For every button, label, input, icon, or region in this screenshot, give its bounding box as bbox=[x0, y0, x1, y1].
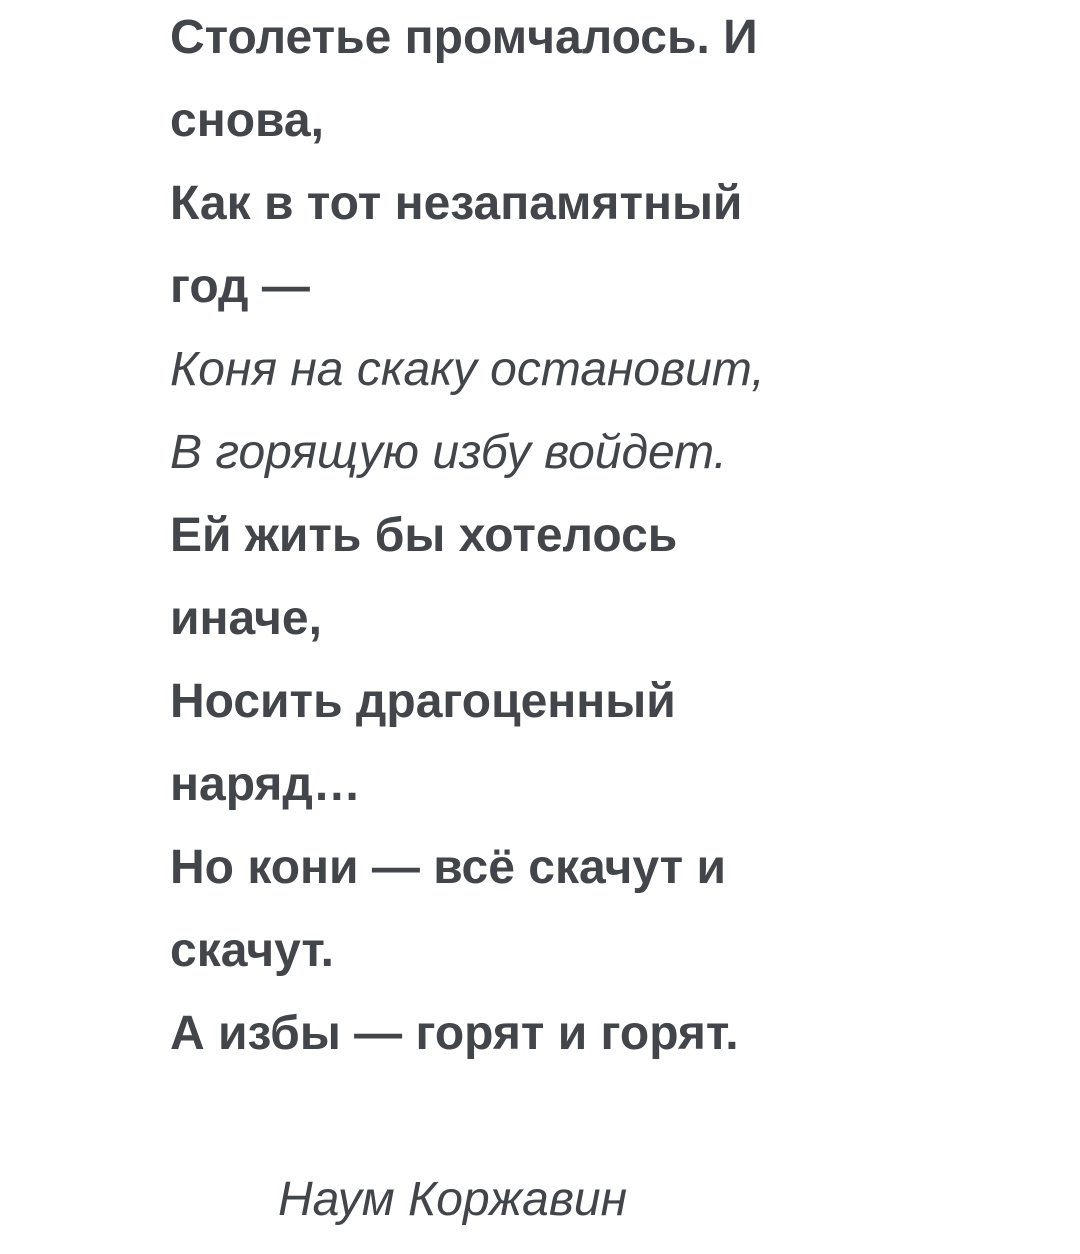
poem-line: Ей жить бы хотелось bbox=[170, 509, 678, 562]
poem-line: наряд… bbox=[170, 758, 361, 811]
poem-line: А избы — горят и горят. bbox=[170, 1007, 739, 1060]
poem-line: иначе, bbox=[170, 592, 322, 645]
poem-line: скачут. bbox=[170, 924, 334, 977]
poem-author-attribution: Наум Коржавин bbox=[278, 1173, 628, 1226]
poem-line: снова, bbox=[170, 94, 324, 147]
poem-line-quote: Коня на скаку остановит, bbox=[170, 343, 765, 396]
poem-line: Как в тот незапамятный bbox=[170, 177, 743, 230]
poem-line: Столетье промчалось. И bbox=[170, 11, 758, 64]
poem-line: год — bbox=[170, 260, 310, 313]
poem-line-quote: В горящую избу войдет. bbox=[170, 426, 727, 479]
poem-line: Но кони — всё скачут и bbox=[170, 841, 726, 894]
poem-line: Носить драгоценный bbox=[170, 675, 676, 728]
